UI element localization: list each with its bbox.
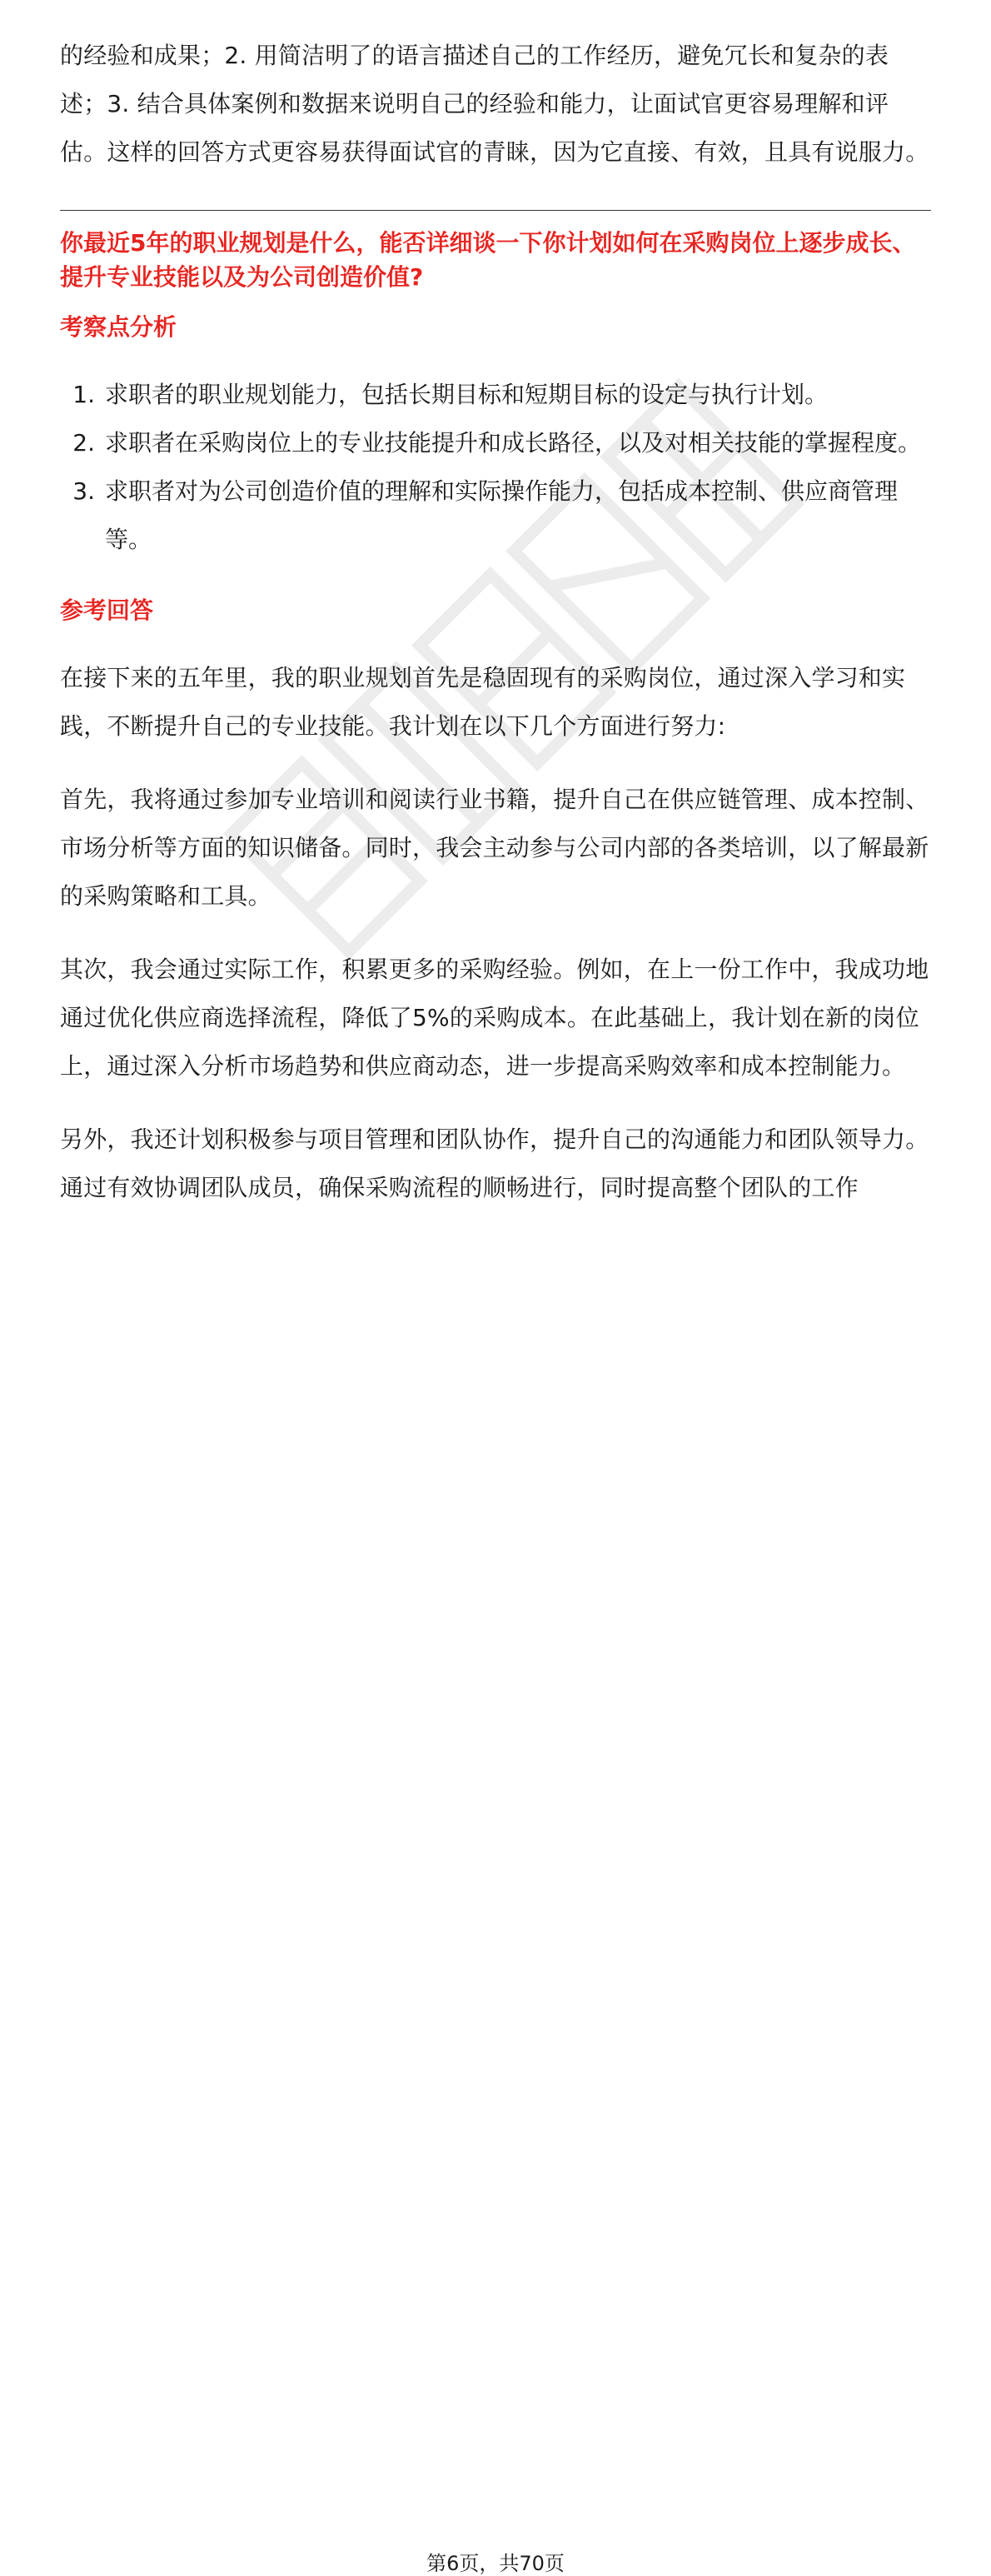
list-number: 3. bbox=[72, 477, 95, 505]
list-number: 1. bbox=[72, 381, 95, 408]
list-text: 求职者在采购岗位上的专业技能提升和成长路径，以及对相关技能的掌握程度。 bbox=[105, 429, 922, 457]
section-divider bbox=[60, 210, 931, 211]
list-text: 求职者对为公司创造价值的理解和实际操作能力，包括成本控制、供应商管理等。 bbox=[105, 477, 899, 553]
list-item bbox=[60, 419, 931, 467]
list-number: 2. bbox=[72, 429, 95, 457]
answer-heading: 参考回答 bbox=[60, 597, 154, 624]
answer-paragraph: 其次，我会通过实际工作，积累更多的采购经验。例如，在上一份工作中，我成功地通过优化供应商选择流程，降低了5%的采购成本。在此基础上，我计划在新的岗位上，通过深入分析市场趋势和供应商动态，进一步提高采购效率和成本控制能力。 bbox=[60, 956, 929, 1080]
list-text: 求职者的职业规划能力，包括长期目标和短期目标的设定与执行计划。 bbox=[105, 381, 829, 408]
list-item bbox=[60, 467, 931, 564]
answer-paragraph: 在接下来的五年里，我的职业规划首先是稳固现有的采购岗位，通过深入学习和实践，不断提升自己的专业技能。我计划在以下几个方面进行努力: bbox=[60, 664, 906, 740]
analysis-heading: 考察点分析 bbox=[60, 313, 177, 341]
answer-body bbox=[60, 654, 931, 1212]
answer-paragraph: 首先，我将通过参加专业培训和阅读行业书籍，提升自己在供应链管理、成本控制、市场分析等方面的知识储备。同时，我会主动参与公司内部的各类培训，以了解最新的采购策略和工具。 bbox=[60, 786, 929, 910]
document-page bbox=[60, 32, 931, 1212]
answer-paragraph: 另外，我还计划积极参与项目管理和团队协作，提升自己的沟通能力和团队领导力。通过有效协调团队成员，确保采购流程的顺畅进行，同时提高整个团队的工作 bbox=[60, 1126, 929, 1201]
interview-question: 你最近5年的职业规划是什么，能否详细谈一下你计划如何在采购岗位上逐步成长、提升专业技能以及为公司创造价值? bbox=[60, 229, 916, 291]
page-footer: 第6页，共70页 bbox=[426, 2552, 565, 2575]
analysis-list bbox=[60, 371, 931, 564]
list-item bbox=[60, 371, 931, 419]
intro-paragraph: 的经验和成果；2. 用简洁明了的语言描述自己的工作经历，避免冗长和复杂的表述；3. 结合具体案例和数据来说明自己的经验和能力，让面试官更容易理解和评估。这样的回答方式更容易获得面试官的青睐，因为它直接、有效，且具有说服力。 bbox=[60, 42, 929, 166]
